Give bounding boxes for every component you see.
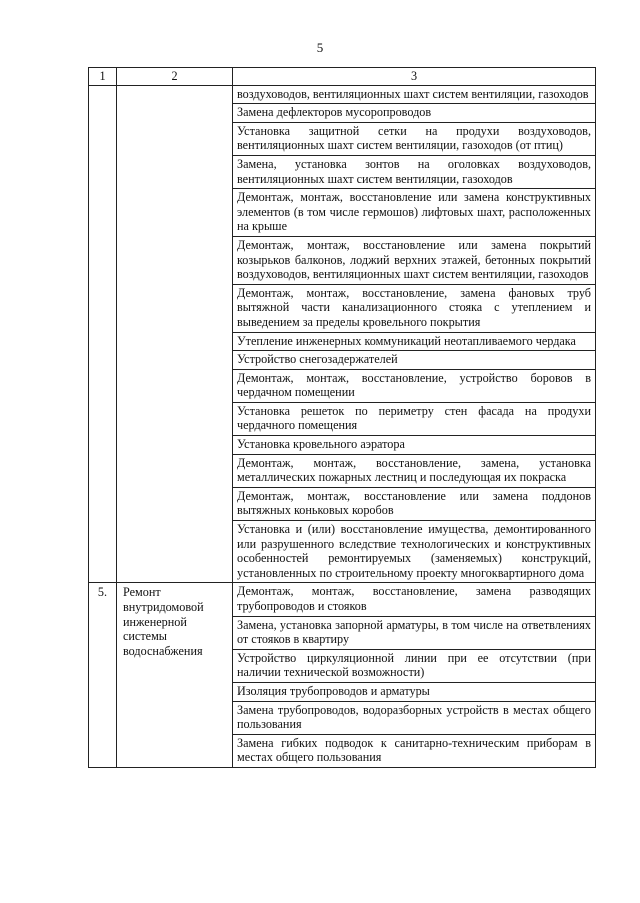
work-item: Установка защитной сетки на продухи воздуховодов, вентиляционных шахт систем вентиляции, газоходов (от птиц) <box>233 122 596 155</box>
work-item: Замена дефлекторов мусоропроводов <box>233 104 596 123</box>
work-item: Демонтаж, монтаж, восстановление или замена конструктивных элементов (в том числе гермошов) лифтовых шахт, расположенных на крыше <box>233 189 596 237</box>
work-item: Демонтаж, монтаж, восстановление, замена фановых труб вытяжной части канализационного стояка с утеплением и выведением за пределы кровельного покрытия <box>233 284 596 332</box>
work-item: Установка и (или) восстановление имущества, демонтированного или разрушенного вследствие технологических и конструктивных особенностей ремонтируемых (заменяемых) конструкций, установленных по строительному проекту многоквартирного дома <box>233 521 596 583</box>
work-item: Демонтаж, монтаж, восстановление, замена, установка металлических пожарных лестниц и последующая их покраска <box>233 454 596 487</box>
table-row <box>89 85 596 104</box>
work-item: воздуховодов, вентиляционных шахт систем вентиляции, газоходов <box>233 85 596 104</box>
work-item: Демонтаж, монтаж, восстановление, устройство боровов в чердачном помещении <box>233 369 596 402</box>
header-row <box>89 68 596 86</box>
work-item: Замена трубопроводов, водоразборных устройств в местах общего пользования <box>233 701 596 734</box>
empty-section-cell <box>117 85 233 583</box>
work-item: Установка решеток по периметру стен фасада на продухи чердачного помещения <box>233 402 596 435</box>
section-number: 5. <box>89 583 117 768</box>
work-item: Устройство циркуляционной линии при ее отсутствии (при наличии технической возможности) <box>233 649 596 682</box>
work-item: Установка кровельного аэратора <box>233 436 596 455</box>
page-number: 5 <box>316 40 324 55</box>
work-item: Замена, установка зонтов на оголовках воздуховодов, вентиляционных шахт систем вентиляции, газоходов <box>233 155 596 188</box>
table-row <box>89 583 596 616</box>
work-item: Демонтаж, монтаж, восстановление, замена разводящих трубопроводов и стояков <box>233 583 596 616</box>
section-title: Ремонт внутридомовой инженерной системы водоснабжения <box>117 583 233 768</box>
work-item: Устройство снегозадержателей <box>233 351 596 370</box>
work-item: Изоляция трубопроводов и арматуры <box>233 682 596 701</box>
header-col-1: 1 <box>89 68 117 86</box>
work-item: Утепление инженерных коммуникаций неотапливаемого чердака <box>233 332 596 351</box>
works-table <box>88 67 596 768</box>
header-col-2: 2 <box>117 68 233 86</box>
work-item: Демонтаж, монтаж, восстановление или замена покрытий козырьков балконов, лоджий верхних этажей, бетонных покрытий воздуховодов, вентиляционных шахт систем вентиляции, газоходов <box>233 236 596 284</box>
work-item: Замена гибких подводок к санитарно-техническим приборам в местах общего пользования <box>233 734 596 767</box>
work-item: Демонтаж, монтаж, восстановление или замена поддонов вытяжных коньковых коробов <box>233 487 596 520</box>
work-item: Замена, установка запорной арматуры, в том числе на ответвлениях от стояков в квартиру <box>233 616 596 649</box>
header-col-3: 3 <box>233 68 596 86</box>
empty-number-cell <box>89 85 117 583</box>
